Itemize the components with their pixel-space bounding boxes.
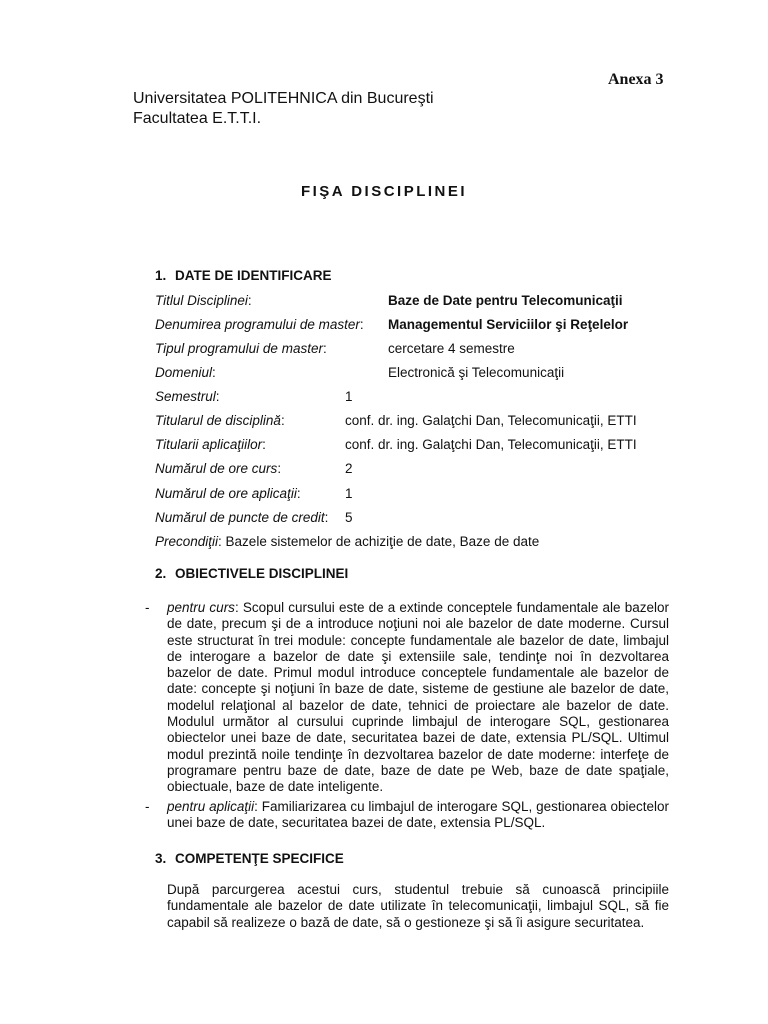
field-label: Titularii aplicaţiilor: [155, 437, 263, 452]
field-label: Precondiţii: [155, 534, 219, 549]
field-row-title: Titlul Disciplinei: Baze de Date pentru Telecomunicaţii: [155, 293, 623, 308]
field-label: Denumirea programului de master: [155, 317, 360, 332]
objective-label: pentru curs: [167, 600, 235, 615]
section-title: OBIECTIVELE DISCIPLINEI: [175, 566, 349, 581]
field-value: Bazele sistemelor de achiziţie de date, Baze de date: [225, 534, 540, 549]
section-heading-objectives: [155, 566, 348, 581]
field-value: Managementul Serviciilor şi Reţelelor: [388, 317, 629, 332]
field-value: Electronică şi Telecomunicaţii: [388, 365, 565, 380]
section-heading-identification: [155, 268, 332, 283]
field-row-program-type: Tipul programului de master: cercetare 4 semestre: [155, 341, 515, 356]
section-number: 3.: [155, 851, 167, 866]
field-label: Domeniul: [155, 365, 213, 380]
field-label: Numărul de ore curs: [155, 461, 278, 476]
objective-course: pentru curs: Scopul cursului este de a extinde conceptele fundamentale ale bazelor de date, precum şi de a introduce noţiuni noi ale bazelor de date moderne. Cursul este structurat în trei module: concepte fundamentale ale bazelor de date, limbajul de interogare a bazelor de date şi extensiile sale, tendinţe noi în dezvoltarea bazelor de date. Primul modul introduce conceptele fundamentale ale bazelor de date: concepte şi noţiuni în baze de date, sisteme de gestiune ale bazelor de date, modelul relaţional al bazelor de date, tehnici de proiectare ale bazelor de date. Modulul următor al cursului cuprinde limbajul de interogare SQL, gestionarea obiectelor unei baze de date, securitatea bazei de date, extensia PL/SQL. Ultimul modul prezintă noile tendinţe în dezvoltarea bazelor de date moderne: interfeţe de programare pentru baze de date, baze de date pe Web, baze de date spaţiale, obiectuale, baze de date inteligente.: [167, 600, 669, 795]
field-value: 2: [345, 461, 353, 476]
objective-applications: pentru aplicaţii: Familiarizarea cu limbajul de interogare SQL, gestionarea obiectelor unei baze de date, securitatea bazei de date, extensia PL/SQL.: [167, 799, 669, 831]
field-row-application-hours: Numărul de ore aplicaţii: 1: [155, 486, 353, 501]
field-row-course-hours: Numărul de ore curs: 2: [155, 461, 353, 476]
field-value: 1: [345, 389, 353, 404]
field-value: cercetare 4 semestre: [388, 341, 515, 356]
field-label: Numărul de puncte de credit: [155, 510, 325, 525]
document-title: FIŞA DISCIPLINEI: [300, 183, 468, 200]
field-label: Tipul programului de master: [155, 341, 323, 356]
objective-text: Scopul cursului este de a extinde conceptele fundamentale ale bazelor de date, precum şi de a introduce noţiuni noi ale bazelor de date moderne. Cursul este structurat în trei module: concepte fundamentale ale bazelor de date, limbajul de interogare a bazelor de date şi extensiile sale, tendinţe noi în dezvoltarea bazelor de date. Primul modul introduce conceptele fundamentale ale bazelor de date: concepte şi noţiuni în baze de date, sisteme de gestiune ale bazelor de date, modelul relaţional al bazelor de date, tehnici de proiectare ale bazelor de date. Modulul următor al cursului cuprinde limbajul de interogare SQL, gestionarea obiectelor unei baze de date, securitatea bazei de date, extensia PL/SQL. Ultimul modul prezintă noile tendinţe în dezvoltarea bazelor de date moderne: interfeţe de programare pentru baze de date, baze de date pe Web, baze de date spaţiale, obiectuale, baze de date inteligente.: [167, 600, 669, 795]
field-label: Titlul Disciplinei: [155, 293, 248, 308]
bullet-dash: -: [145, 799, 150, 814]
competences-paragraph: După parcurgerea acestui curs, studentul trebuie să cunoască principiile fundamentale ale bazelor de date utilizate în telecomunicaţii, limbajul SQL, să fie capabil să realizeze o bază de date, să o gestioneze şi să îi asigure securitatea.: [167, 882, 669, 930]
field-row-program: Denumirea programului de master: Managementul Serviciilor şi Reţelelor: [155, 317, 629, 332]
field-value: 5: [345, 510, 353, 525]
institution-header: [133, 89, 434, 129]
field-label: Semestrul: [155, 389, 216, 404]
field-row-semester: Semestrul: 1: [155, 389, 353, 404]
bullet-dash: -: [145, 600, 150, 615]
section-heading-competences: [155, 851, 344, 866]
section-number: 2.: [155, 566, 167, 581]
annex-label: Anexa 3: [608, 71, 664, 88]
field-label: Numărul de ore aplicaţii: [155, 486, 297, 501]
field-label: Titularul de disciplină: [155, 413, 281, 428]
objective-label: pentru aplicaţii: [167, 799, 255, 814]
field-row-titular: Titularul de disciplină: conf. dr. ing. Galaţchi Dan, Telecomunicaţii, ETTI: [155, 413, 637, 428]
field-row-credits: Numărul de puncte de credit: 5: [155, 510, 353, 525]
section-title: COMPETENŢE SPECIFICE: [175, 851, 344, 866]
field-row-preconditions: Precondiţii: Bazele sistemelor de achiziţie de date, Baze de date: [155, 534, 540, 549]
field-value: conf. dr. ing. Galaţchi Dan, Telecomunicaţii, ETTI: [345, 437, 637, 452]
section-title: DATE DE IDENTIFICARE: [175, 268, 332, 283]
field-value: 1: [345, 486, 353, 501]
field-value: conf. dr. ing. Galaţchi Dan, Telecomunicaţii, ETTI: [345, 413, 637, 428]
field-value: Baze de Date pentru Telecomunicaţii: [388, 293, 623, 308]
section-number: 1.: [155, 268, 167, 283]
objective-text: Familiarizarea cu limbajul de interogare SQL, gestionarea obiectelor unei baze de date, securitatea bazei de date, extensia PL/SQL.: [167, 799, 669, 831]
field-row-applications-titular: Titularii aplicaţiilor: conf. dr. ing. Galaţchi Dan, Telecomunicaţii, ETTI: [155, 437, 637, 452]
field-row-domain: Domeniul: Electronică şi Telecomunicaţii: [155, 365, 565, 380]
university-name: Universitatea POLITEHNICA din Bucureşti: [133, 90, 434, 107]
faculty-name: Facultatea E.T.T.I.: [133, 110, 262, 127]
